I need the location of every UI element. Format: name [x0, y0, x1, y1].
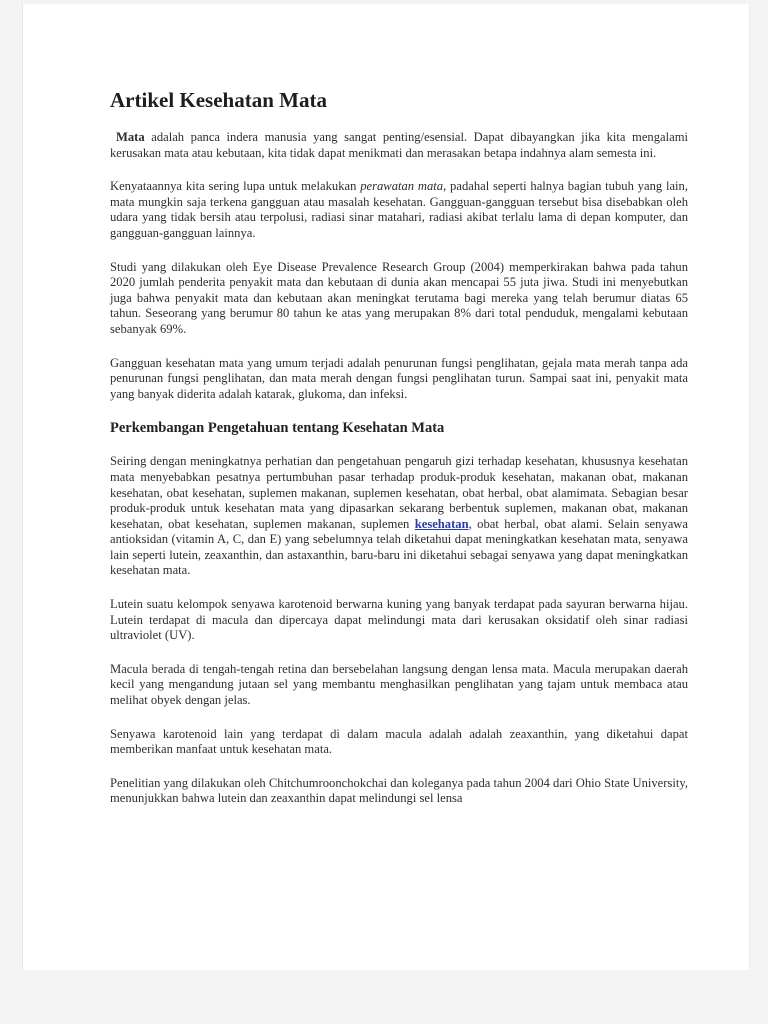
kesehatan-link[interactable]: kesehatan — [414, 516, 469, 531]
paragraph-9: Penelitian yang dilakukan oleh Chitchumroonchokchai dan koleganya pada tahun 2004 dari Ohio State University, menunjukkan bahwa lutein dan zeaxanthin dapat melindungi sel lensa — [110, 775, 688, 806]
bold-term-mata: Mata — [116, 130, 145, 144]
paragraph-5: Seiring dengan meningkatnya perhatian dan pengetahuan pengaruh gizi terhadap kesehatan, khususnya kesehatan mata menyebabkan pesatnya pertumbuhan pasar terhadap produk-produk kesehatan, makanan obat, makanan kesehatan, obat kesehatan, suplemen makanan, suplemen kesehatan, obat herbal, obat alamimata. Sebagian besar produk-produk untuk kesehatan mata yang dipasarkan sekarang berbentuk suplemen, makanan obat, makanan kesehatan, obat kesehatan, suplemen makanan, suplemen kesehatan, obat herbal, obat alami. Selain senyawa antioksidan (vitamin A, C, dan E) yang sebelumnya telah diketahui dapat meningkatkan kesehatan mata, senyawa lain seperti lutein, zeaxanthin, dan astaxanthin, baru-baru ini diketahui sebagai senyawa yang dapat meningkatkan kesehatan mata. — [110, 454, 688, 578]
paragraph-8: Senyawa karotenoid lain yang terdapat di dalam macula adalah adalah zeaxanthin, yang diketahui dapat memberikan manfaat untuk kesehatan mata. — [110, 726, 688, 757]
section-heading: Perkembangan Pengetahuan tentang Kesehatan Mata — [110, 420, 445, 437]
paragraph-2: Kenyataannya kita sering lupa untuk melakukan perawatan mata, padahal seperti halnya bagian tubuh yang lain, mata mungkin saja terkena gangguan atau masalah kesehatan. Gangguan-gangguan tersebut bisa disebabkan oleh udara yang tidak bersih atau terpolusi, radiasi sinar matahari, radiasi akibat terlalu lama di depan komputer, dan gangguan-gangguan lainnya. — [110, 179, 689, 240]
paragraph-1: Mata adalah panca indera manusia yang sangat penting/esensial. Dapat dibayangkan jika kita mengalami kerusakan mata atau kebutaan, kita tidak dapat menikmati dan merasakan betapa indahnya alam semesta ini. — [110, 130, 688, 160]
italic-term: perawatan mata — [360, 179, 444, 194]
article-body — [110, 88, 688, 825]
document-page — [22, 4, 750, 970]
paragraph-6: Lutein suatu kelompok senyawa karotenoid berwarna kuning yang banyak terdapat pada sayuran berwarna hijau. Lutein terdapat di macula dan dipercaya dapat melindungi mata dari kerusakan oksidatif oleh sinar radiasi ultraviolet (UV). — [110, 597, 688, 643]
paragraph-3: Studi yang dilakukan oleh Eye Disease Prevalence Research Group (2004) memperkirakan bahwa pada tahun 2020 jumlah penderita penyakit mata dan kebutaan di dunia akan mencapai 55 juta jiwa. Studi ini menyebutkan juga bahwa penyakit mata dan kebutaan akan meningkat terutama bagi mereka yang telah berumur diatas 65 tahun. Seseorang yang berumur 80 tahun ke atas yang merupakan 8% dari total penduduk, mengalami kebutaan sebanyak 69%. — [110, 259, 688, 336]
paragraph-4: Gangguan kesehatan mata yang umum terjadi adalah penurunan fungsi penglihatan, gejala mata merah tanpa ada penurunan fungsi penglihatan, dan mata merah dengan fungsi penglihatan turun. Sampai saat ini, penyakit mata yang banyak diderita adalah katarak, glukoma, dan infeksi. — [110, 355, 688, 401]
paragraph-7: Macula berada di tengah-tengah retina dan bersebelahan langsung dengan lensa mata. Macula merupakan daerah kecil yang mengandung jutaan sel yang membantu menghasilkan penglihatan yang tajam untuk membaca atau melihat obyek dengan jelas. — [110, 661, 688, 708]
article-title: Artikel Kesehatan Mata — [110, 88, 327, 112]
